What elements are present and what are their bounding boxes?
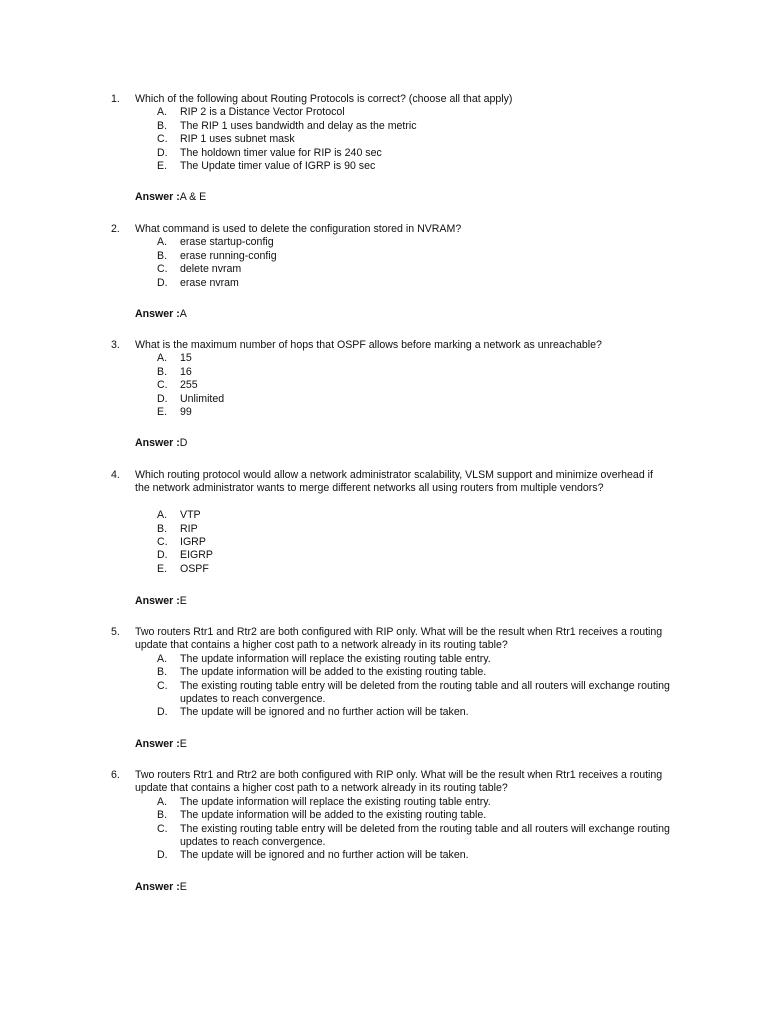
answer-label: Answer : [135,437,180,449]
option-text: RIP 1 uses subnet mask [180,133,295,146]
option-text: 255 [180,379,198,392]
option-letter: B. [157,365,168,378]
option [0,809,768,822]
option-text: The existing routing table entry will be deleted from the routing table and all routers will exchange routing updates to reach convergence. [180,822,670,848]
answer-value: D [179,437,188,449]
option [0,549,768,562]
option [0,406,768,419]
option-list [0,352,768,419]
option-text: erase startup-config [180,236,274,249]
option-letter: D. [157,276,168,289]
option-text: The update will be ignored and no further action will be taken. [180,849,469,862]
answer-value: E [179,738,187,750]
question-text: Two routers Rtr1 and Rtr2 are both configured with RIP only. What will be the result when Rtr1 receives a routing update that contains a higher cost path to a network already in its routing table? [135,769,663,795]
answer-value: E [179,595,187,607]
option-letter: E. [157,159,168,172]
question-number: 2. [111,223,120,235]
option-letter: E. [157,562,168,575]
option-text: 99 [180,405,192,418]
question-number: 6. [111,769,120,781]
option-letter: B. [157,522,168,535]
answer-4 [135,595,187,608]
answer-value: E [179,881,187,893]
option-list [0,796,768,863]
option-letter: B. [157,809,168,822]
option-list [0,653,768,720]
answer-label: Answer : [135,191,180,203]
question-number: 4. [111,469,120,481]
option-letter: D. [157,392,168,405]
question-text: What command is used to delete the configuration stored in NVRAM? [135,223,462,235]
option-letter: C. [157,379,168,392]
option-letter: C. [157,263,168,276]
option-text: RIP 2 is a Distance Vector Protocol [180,106,345,119]
option [0,133,768,146]
question-text: Which routing protocol would allow a network administrator scalability, VLSM support and minimize overhead if the network administrator wants to merge different networks all using routers from multiple vendors? [135,469,653,495]
option [0,120,768,133]
option [0,147,768,160]
answer-label: Answer : [135,308,180,320]
option-text: EIGRP [180,549,213,562]
answer-label: Answer : [135,738,180,750]
option-letter: C. [157,679,168,692]
option-text: The Update timer value of IGRP is 90 sec [180,159,376,172]
option [0,823,768,850]
option-letter: D. [157,146,168,159]
answer-2 [135,308,187,321]
option-text: delete nvram [180,263,242,276]
option-letter: C. [157,535,168,548]
option-text: OSPF [180,562,209,575]
option-text: The update information will replace the existing routing table entry. [180,795,491,808]
answer-label: Answer : [135,595,180,607]
option [0,236,768,249]
option-letter: D. [157,849,168,862]
option [0,366,768,379]
question-number: 1. [111,93,120,105]
option-text: erase nvram [180,276,239,289]
option-letter: A. [157,509,168,522]
option-text: The update information will replace the existing routing table entry. [180,652,491,665]
question-text: Two routers Rtr1 and Rtr2 are both configured with RIP only. What will be the result when Rtr1 receives a routing update that contains a higher cost path to a network already in its routing table? [135,626,663,652]
option-letter: B. [157,666,168,679]
option [0,509,768,522]
option [0,352,768,365]
option-text: The update will be ignored and no further action will be taken. [180,706,469,719]
option-letter: C. [157,133,168,146]
option [0,849,768,862]
option-letter: A. [157,795,168,808]
option [0,379,768,392]
option-text: The RIP 1 uses bandwidth and delay as the metric [180,119,417,132]
option-text: The existing routing table entry will be deleted from the routing table and all routers will exchange routing updates to reach convergence. [180,679,670,705]
option [0,536,768,549]
option-letter: E. [157,405,168,418]
option-list [0,509,768,576]
question-number: 3. [111,339,120,351]
option-letter: A. [157,106,168,119]
option-text: VTP [180,509,201,522]
option-letter: A. [157,352,168,365]
option-text: The update information will be added to the existing routing table. [180,666,487,679]
option [0,263,768,276]
option [0,160,768,173]
answer-1 [135,191,206,204]
question-text: What is the maximum number of hops that OSPF allows before marking a network as unreachable? [135,339,602,351]
answer-label: Answer : [135,881,180,893]
option-letter: D. [157,706,168,719]
answer-value: A [179,308,187,320]
option-text: RIP [180,522,198,535]
option [0,563,768,576]
question-text: Which of the following about Routing Protocols is correct? (choose all that apply) [135,93,513,105]
option-letter: B. [157,249,168,262]
option [0,523,768,536]
option [0,250,768,263]
option [0,666,768,679]
answer-5 [135,738,187,751]
option-text: erase running-config [180,249,277,262]
question-number: 5. [111,626,120,638]
option [0,393,768,406]
option-letter: A. [157,236,168,249]
option [0,706,768,719]
option [0,653,768,666]
option [0,680,768,707]
option-text: 15 [180,352,192,365]
option-text: Unlimited [180,392,225,405]
option-letter: A. [157,652,168,665]
option-text: The update information will be added to the existing routing table. [180,809,487,822]
option-list [0,106,768,173]
option [0,796,768,809]
answer-value: A & E [179,191,207,203]
option-text: 16 [180,365,192,378]
option-letter: D. [157,549,168,562]
answer-6 [135,881,187,894]
option [0,277,768,290]
option-text: The holdown timer value for RIP is 240 sec [180,146,382,159]
option-text: IGRP [180,535,206,548]
option-letter: C. [157,822,168,835]
option-letter: B. [157,119,168,132]
answer-3 [135,437,187,450]
option-list [0,236,768,290]
option [0,106,768,119]
